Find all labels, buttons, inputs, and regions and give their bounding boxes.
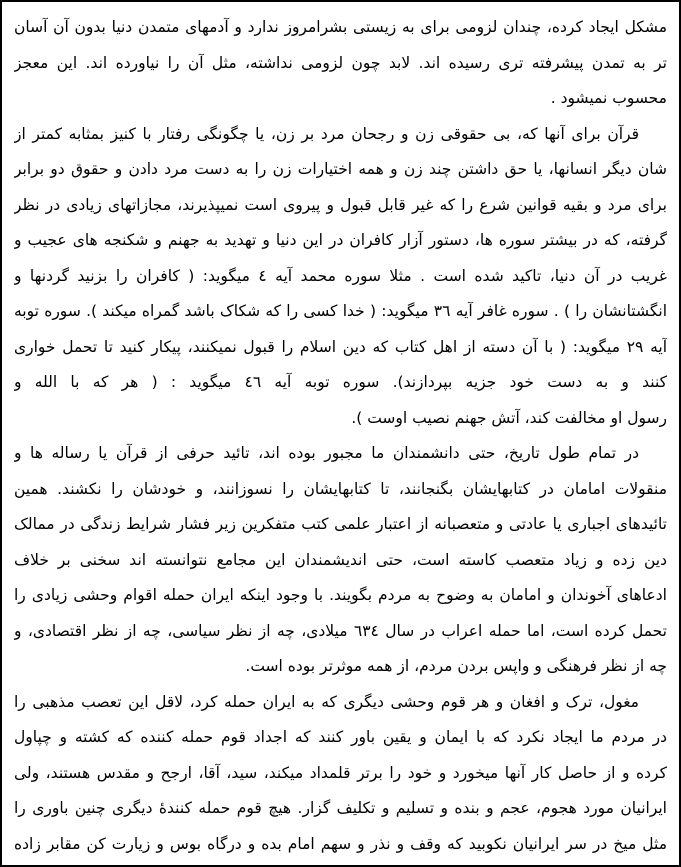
text-line: غریب در آن دنیا، تاکید شده است . مثلا سوره محمد آیه ٤ میگوید: ( کافران را بزنید گردنها و — [14, 266, 667, 285]
text-line: تحمل کرده است، اما حمله اعراب در سال ٦٣٤ میلادی، چه از نظر سیاسی، چه از نظر اقتصادی، و — [14, 621, 667, 640]
text-line: کرده و از حاصل کار آنها میخورد و خود را برتر قلمداد میکند، سید، آقا، ارجح و مقدس هستند، ولی — [14, 763, 667, 782]
text-line: ادعاهای آخوندان و امامان به وضوح به مردم بگویند. با وجود اینکه ایران حمله اقوام وحشی زیادی را — [14, 586, 667, 604]
text-line: مثل میخ در سر ایرانیان نکوبید که وقف و نذر و سهم امام بده و درگاه بوس و زیارت کن مقابر زاده — [14, 834, 667, 853]
text-line: محسوب نمیشود . — [550, 89, 667, 107]
text-line: قرآن برای آنها که، بی حقوقی زن و رجحان مرد بر زن، یا چگونگی رفتار با کنیز بمثابه کمتر از — [14, 124, 639, 143]
paragraph — [14, 117, 667, 437]
text-line: تر به تمدن پیشرفته تری رسیده اند. لابد چون لزومی نداشته، مثل آن را نیاورده اند. این معجز — [14, 53, 667, 72]
paragraph — [14, 685, 667, 863]
text-line: رسول او مخالفت کند، آتش جهنم نصیب اوست ). — [351, 408, 667, 427]
text-line: مشکل ایجاد کرده، چندان لزومی برای به زیستی بشرامروز ندارد و آدمهای متمدن دنیا بدون آن آسان — [14, 18, 667, 36]
text-line: آیه ٢٩ میگوید: ( با آن دسته از اهل کتاب که دین اسلام را قبول نمیکنند، پیکار کنید تا تحمل خواری — [14, 337, 667, 356]
text-line: تائیدهای اجباری یا عادتی و متعصبانه از اعتبار علمی کتب متفکرین زیر فشار شرایط زندگی در ممالک — [14, 515, 667, 533]
text-line: دین زده و زیاد متعصب کاسته است، حتی اندیشمندان این مجامع نتوانسته اند سخنی بر خلاف — [14, 550, 667, 569]
text-line: ایرانیان مورد هجوم، عجم و بنده و تسلیم و تکلیف گزار. هیچ قوم حمله کنندهٔ دیگری چنین باوری را — [14, 799, 667, 817]
text-line: برای مرد و بقیه قوانین شرع را که غیر قابل قبول و پیروی است نمیپذیرند، مجازاتهای زیادی در نظر — [14, 195, 667, 214]
text-line: در مردم ما ایجاد نکرد که با ایمان و یقین باور کنند که اجداد قوم حمله کننده که کشته و چپاول — [14, 728, 667, 746]
text-line: مغول، ترک و افغان و هر قوم وحشی دیگری که به ایران حمله کرد، لاقل این تعصب مذهبی را — [14, 692, 639, 711]
text-line: چه از نظر فرهنگی و واپس بردن مردم، از همه موثرتر بوده است. — [245, 657, 667, 675]
text-line: منقولات امامان در کتابهایشان بگنجانند، تا کتابهایشان را نسوزانند، و خودشان را نکشند. همین — [14, 479, 667, 498]
text-line: شان دیگر انسانها، یا حق داشتن چند زن و همه اختیارات زن را به دست مرد دادن و حقوق دو برابر — [14, 160, 667, 178]
text-line: انگشتانشان را ) . سوره غافر آیه ٣٦ میگوید: ( خدا کسی را که شکاک باشد گمراه میکند ). سوره توبه — [14, 302, 667, 320]
text-line: کنند و به دست خود جزیه بپردازند). سوره توبه آیه ٤٦ میگوید : ( هر که با الله و — [14, 373, 667, 391]
text-line: در تمام طول تاریخ، حتی دانشمندان ما مجبور بوده اند، تائید حرفی از قرآن یا رساله ها و — [14, 444, 639, 462]
text-line: گرفته، که در بیشتر سوره ها، دستور آزار کافران در این دنیا و تهدید به جهنم و شکنجه های عجیب و — [14, 231, 667, 249]
document-text — [14, 10, 667, 862]
paragraph — [14, 436, 667, 685]
paragraph — [14, 10, 667, 117]
